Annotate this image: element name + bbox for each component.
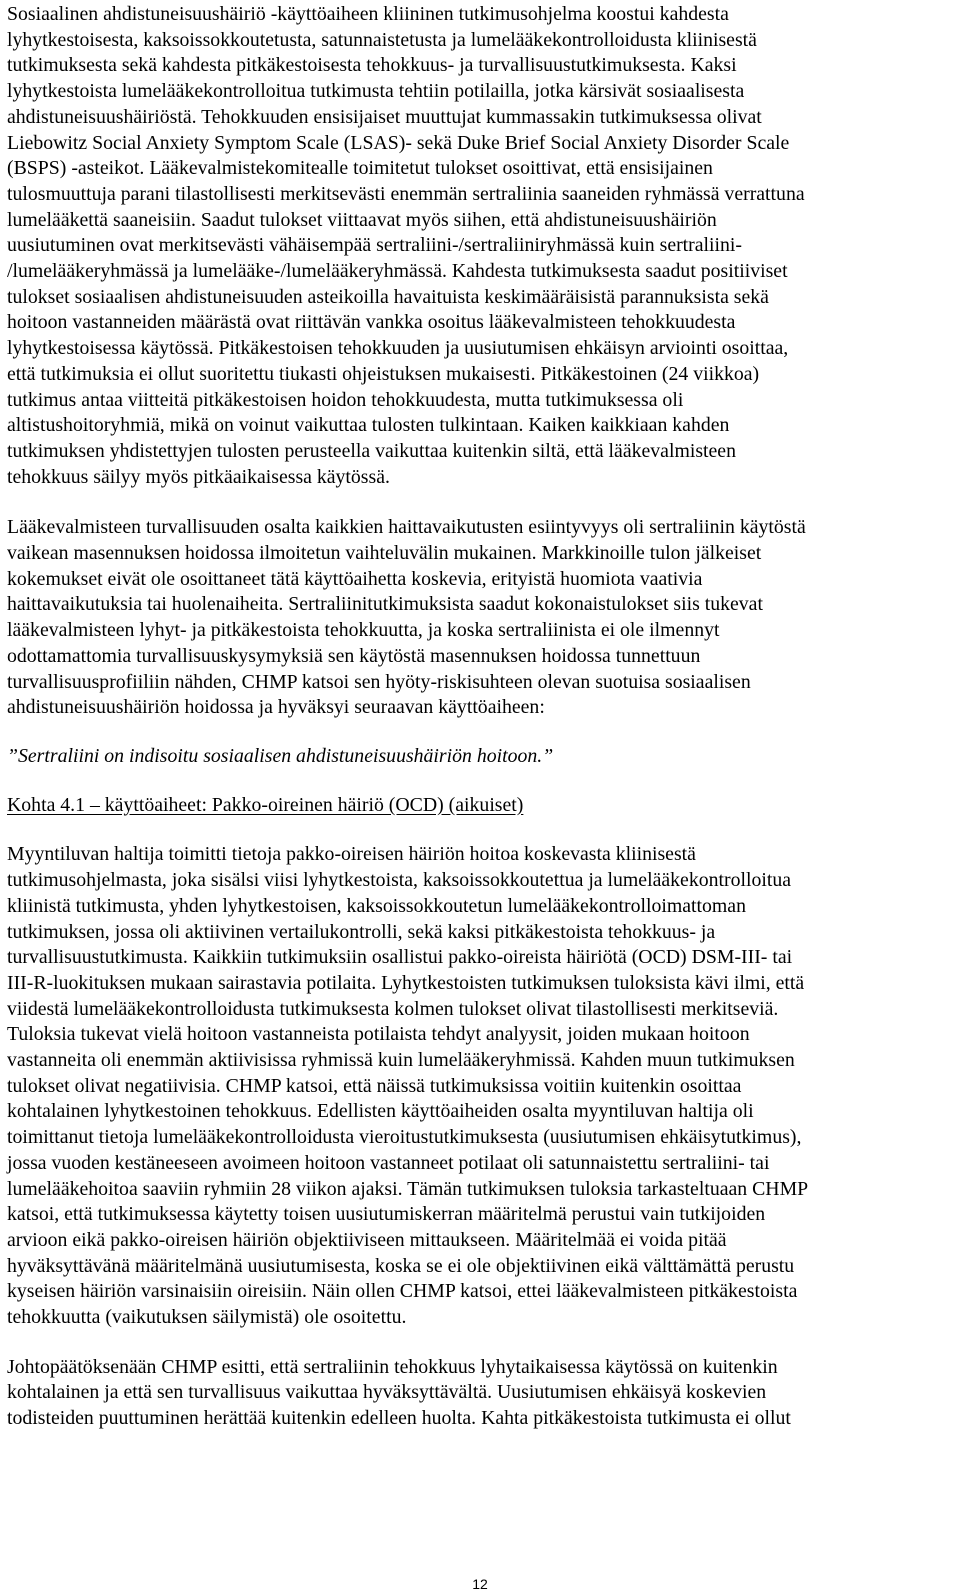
page-number: 12: [472, 1576, 488, 1592]
body-paragraph-safety-summary: Lääkevalmisteen turvallisuuden osalta kaikkien haittavaikutusten esiintyvyys oli sertraliinin käytöstä vaikean masennuksen hoidossa ilmoitetun vaihteluvälin mukainen. Markkinoille tulon jälkeiset kokemukset eivät ole osoittaneet tätä käyttöaihetta koskevia, erityistä huomiota vaativia haittavaikutuksia tai huolenaiheita. Sertraliinitutkimuksista saadut kokonaistulokset siis tukevat lääkevalmisteen lyhyt- ja pitkäkestoista tehokkuutta, ja koska sertraliinista ei ole ilmennyt odottamattomia turvallisuuskysymyksiä sen käytöstä masennuksen hoidossa tunnettuun turvallisuusprofiiliin nähden, CHMP katsoi sen hyöty-riskisuhteen olevan suotuisa sosiaalisen ahdistuneisuushäiriön hoidossa ja hyväksyi seuraavan käyttöaiheen:: [7, 516, 806, 719]
section-heading: Kohta 4.1 – käyttöaiheet: Pakko-oireinen häiriö (OCD) (aikuiset): [7, 793, 524, 816]
body-paragraph-ocd-studies: Myyntiluvan haltija toimitti tietoja pakko-oireisen häiriön hoitoa koskevasta kliinisestä tutkimusohjelmasta, joka sisälsi viisi lyhytkestoista, kaksoissokkoutettua ja lumelääkekontrolloitua kliinistä tutkimusta, yhden lyhytkestoisen, kaksoissokkoutetun lumelääkekontrolloimattoman tutkimuksen, jossa oli aktiivinen vertailukontrolli, sekä kaksi pitkäkestoista tehokkuus- ja turvallisuustutkimusta. Kaikkiin tutkimuksiin osallistui pakko-oireista häiriötä (OCD) DSM-III- tai III-R-luokituksen mukaan sairastavia potilaita. Lyhytkestoisten tutkimuksen tuloksista kävi ilmi, että viidestä lumelääkekontrolloidusta tutkimuksesta kolmen tulokset olivat tilastollisesti merkitseviä. Tuloksia tukevat vielä hoitoon vastanneista potilaista tehdyt analyysit, joiden mukaan hoitoon vastanneita oli enemmän aktiivisissa ryhmissä kuin lumelääkeryhmissä. Kahden muun tutkimuksen tulokset olivat negatiivisia. CHMP katsoi, että näissä tutkimuksissa voitiin kuitenkin osoittaa kohtalainen lyhytkestoinen tehokkuus. Edellisten käyttöaiheiden osalta myyntiluvan haltija oli toimittanut tietoja lumelääkekontrolloidusta vieroitustutkimuksesta (uusiutumisen ehkäisytutkimus), jossa vuoden kestäneeseen avoimeen hoitoon vastanneet potilaat oli satunnaistettu sertraliini- tai lumelääkehoitoa saaviin ryhmiin 28 viikon ajaksi. Tämän tutkimuksen tuloksia tarkasteltuaan CHMP katsoi, että tutkimuksessa käytetty toisen uusiutumiskerran määritelmä perustui vain tutkijoiden arvioon eikä pakko-oireisen häiriön objektiiviseen mittaukseen. Määritelmää ei voida pitää hyväksyttävänä määritelmänä uusiutumisesta, koska se ei ole objektiivinen eikä välttämättä perustu kyseisen häiriön varsinaisiin oireisiin. Näin ollen CHMP katsoi, ettei lääkevalmisteen pitkäkestoista tehokkuutta (vaikutuksen säilymistä) ole osoitettu.: [7, 843, 809, 1329]
body-paragraph-social-anxiety-studies: Sosiaalinen ahdistuneisuushäiriö -käyttöaiheen kliininen tutkimusohjelma koostui kahdesta lyhytkestoisesta, kaksoissokkoutetusta, satunnaistetusta ja lumelääkekontrolloidusta kliinisestä tutkimuksesta sekä kahdesta pitkäkestoisesta tehokkuus- ja turvallisuustutkimuksesta. Kaksi lyhytkestoista lumelääkekontrolloitua tutkimusta tehtiin potilailla, jotka kärsivät sosiaalisesta ahdistuneisuushäiriöstä. Tehokkuuden ensisijaiset muuttujat kummassakin tutkimuksessa olivat Liebowitz Social Anxiety Symptom Scale (LSAS)- sekä Duke Brief Social Anxiety Disorder Scale (BSPS) -asteikot. Lääkevalmistekomitealle toimitetut tulokset osoittivat, että ensisijainen tulosmuuttuja parani tilastollisesti merkitsevästi enemmän sertraliinia saaneiden ryhmässä verrattuna lumelääkettä saaneisiin. Saadut tulokset viittaavat myös siihen, että ahdistuneisuushäiriön uusiutuminen ovat merkitsevästi vähäisempää sertraliini-/sertraliiniryhmässä kuin sertraliini- /lumelääkeryhmässä ja lumelääke-/lumelääkeryhmässä. Kahdesta tutkimuksesta saadut positiiviset tulokset sosiaalisen ahdistuneisuuden asteikoilla havaituista keskimääräisistä parannuksista sekä hoitoon vastanneiden määrästä ovat riittävän vankka osoitus lääkevalmisteen tehokkuudesta lyhytkestoisessa käytössä. Pitkäkestoisen tehokkuuden ja uusiutumisen ehkäisyn arviointi osoittaa, että tutkimuksia ei ollut suoritettu tiukasti ohjeistuksen mukaisesti. Pitkäkestoinen (24 viikkoa) tutkimus antaa viitteitä pitkäkestoisen hoidon tehokkuudesta, mutta tutkimuksessa oli altistushoitoryhmiä, mikä on voinut vaikuttaa tulosten tulkintaan. Kaiken kaikkiaan kahden tutkimuksen yhdistettyjen tulosten perusteella vaikuttaa kuitenkin siltä, että lääkevalmisteen tehokkuus säilyy myös pitkäaikaisessa käytössä.: [7, 3, 805, 488]
indication-quote: ”Sertraliini on indisoitu sosiaalisen ahdistuneisuushäiriön hoitoon.”: [7, 744, 554, 767]
body-paragraph-conclusion: Johtopäätöksenään CHMP esitti, että sertraliinin tehokkuus lyhytaikaisessa käytössä on kuitenkin kohtalainen ja että sen turvallisuus vaikuttaa hyväksyttävältä. Uusiutumisen ehkäisyä koskevien todisteiden puuttuminen herättää kuitenkin edelleen huolta. Kahta pitkäkestoista tutkimusta ei ollut: [7, 1355, 791, 1430]
document-page: [7, 2, 955, 1432]
